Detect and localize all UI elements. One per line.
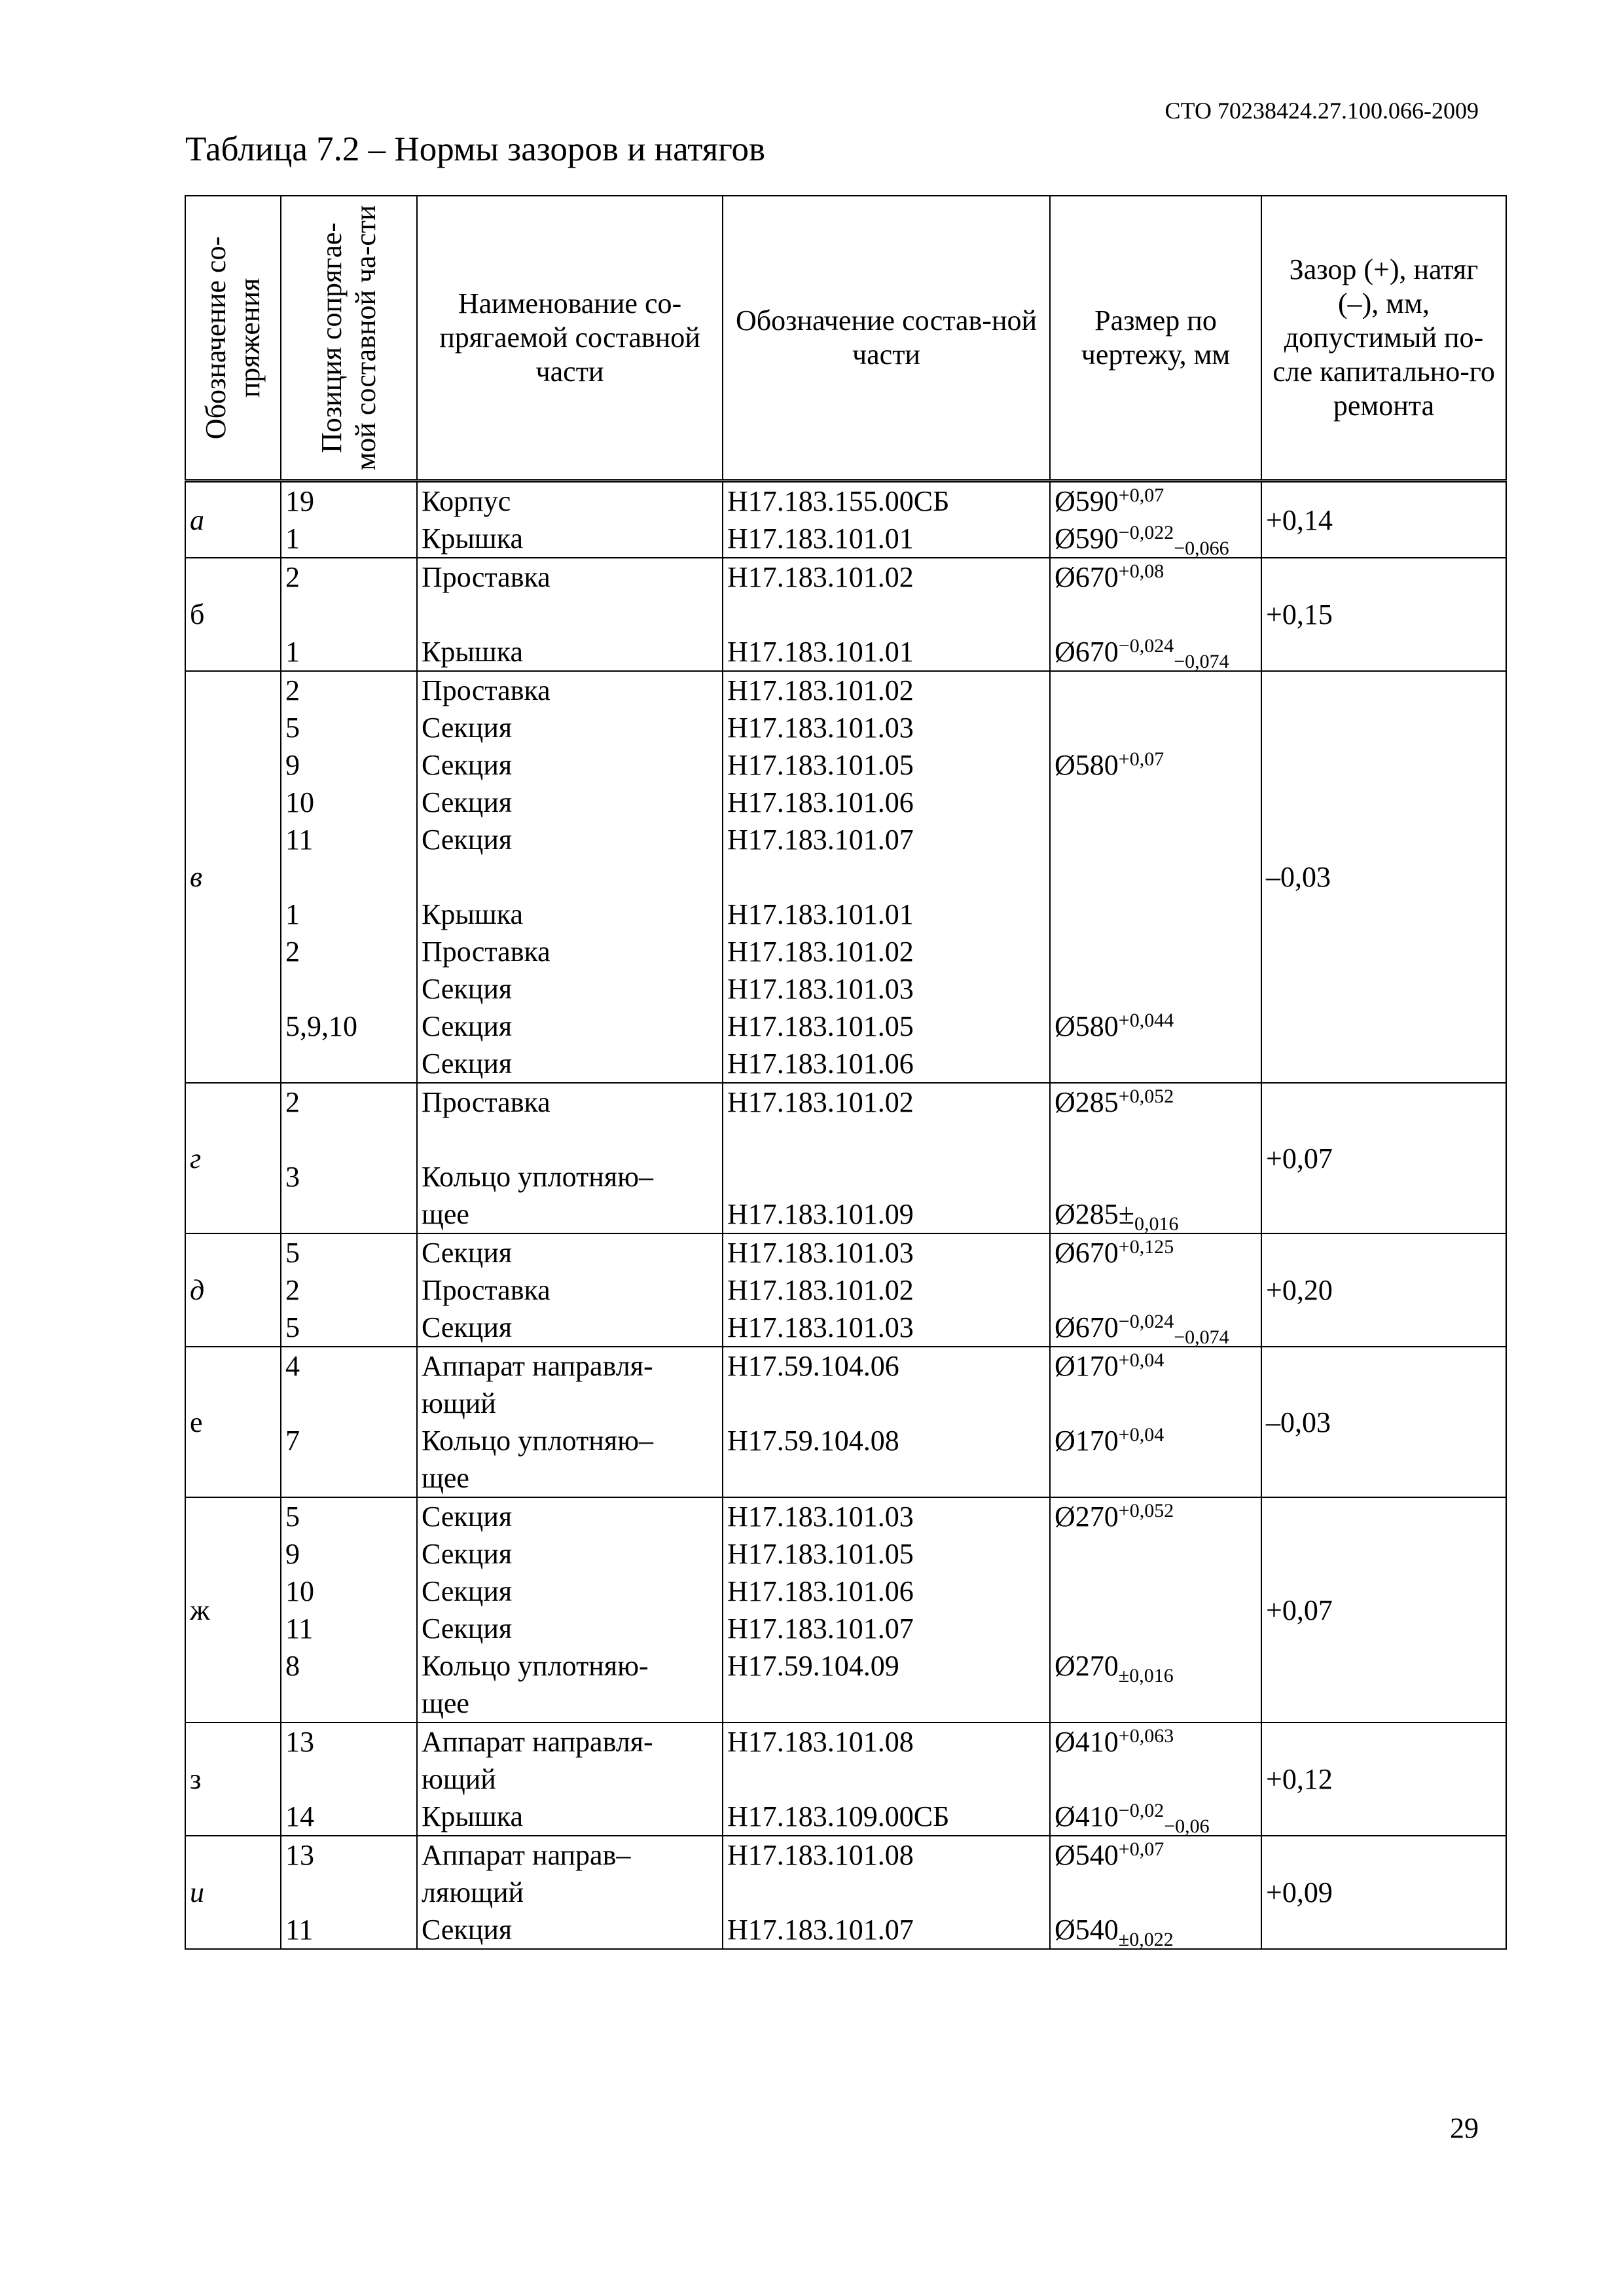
part-name: ющий bbox=[422, 1387, 496, 1419]
drawing-size-cell bbox=[1050, 481, 1261, 558]
part-name bbox=[422, 596, 718, 633]
position-cell bbox=[281, 1497, 417, 1722]
position bbox=[285, 596, 412, 633]
drawing-size bbox=[1055, 1459, 1257, 1497]
size-nominal: Ø580 bbox=[1055, 749, 1119, 781]
column-header-mark: Обозначение со-пряжения bbox=[185, 196, 281, 481]
table-row bbox=[185, 1347, 1506, 1497]
clearance-cell bbox=[1261, 1083, 1506, 1233]
part-code-cell bbox=[723, 481, 1050, 558]
part-name: Крышка bbox=[422, 898, 524, 930]
mating-mark: а bbox=[190, 503, 204, 536]
part-name bbox=[422, 1121, 718, 1158]
drawing-size bbox=[1055, 1647, 1257, 1685]
drawing-size bbox=[1055, 596, 1257, 633]
table-header-row bbox=[185, 196, 1506, 481]
part-name: Крышка bbox=[422, 1800, 524, 1832]
drawing-size bbox=[1055, 1723, 1257, 1760]
table-row bbox=[185, 1497, 1506, 1722]
part-code: Н17.59.104.09 bbox=[727, 1650, 899, 1682]
part-code-cell bbox=[723, 1347, 1050, 1497]
drawing-size bbox=[1055, 970, 1257, 1008]
size-upper-tolerance: +0,052 bbox=[1118, 1085, 1174, 1107]
drawing-size bbox=[1055, 746, 1257, 784]
drawing-size bbox=[1055, 1084, 1257, 1121]
table-row bbox=[185, 481, 1506, 558]
size-lower-tolerance: −0,06 bbox=[1164, 1815, 1210, 1837]
size-upper-tolerance: +0,04 bbox=[1118, 1349, 1164, 1371]
part-code: Н17.183.101.02 bbox=[727, 674, 914, 706]
drawing-size bbox=[1055, 1008, 1257, 1045]
position: 3 bbox=[285, 1161, 300, 1193]
size-lower-tolerance: −0,074 bbox=[1174, 651, 1229, 672]
clearance-value: +0,14 bbox=[1266, 503, 1333, 536]
part-name: Кольцо уплотняю– bbox=[422, 1425, 653, 1457]
part-code: Н17.183.101.02 bbox=[727, 1086, 914, 1118]
mating-mark: е bbox=[190, 1406, 203, 1438]
part-code: Н17.183.101.02 bbox=[727, 561, 914, 593]
part-name-cell bbox=[417, 1233, 723, 1347]
position: 10 bbox=[285, 1575, 314, 1607]
part-code: Н17.183.109.00СБ bbox=[727, 1800, 950, 1832]
size-upper-tolerance: −0,022 bbox=[1118, 522, 1174, 543]
size-nominal: Ø170 bbox=[1055, 1350, 1119, 1382]
drawing-size bbox=[1055, 672, 1257, 709]
drawing-size bbox=[1055, 1271, 1257, 1309]
size-nominal: Ø670 bbox=[1055, 636, 1119, 668]
size-upper-tolerance: +0,07 bbox=[1118, 484, 1164, 506]
position: 2 bbox=[285, 1274, 300, 1306]
clearance-value: +0,07 bbox=[1266, 1594, 1333, 1626]
part-code-cell bbox=[723, 1233, 1050, 1347]
mating-mark-cell bbox=[185, 1722, 281, 1836]
drawing-size-cell bbox=[1050, 1497, 1261, 1722]
part-name-cell bbox=[417, 558, 723, 671]
part-code bbox=[727, 1874, 1045, 1911]
part-code-cell bbox=[723, 1722, 1050, 1836]
part-code: Н17.183.101.03 bbox=[727, 1501, 914, 1533]
part-name: Секция bbox=[422, 749, 513, 781]
clearance-cell bbox=[1261, 671, 1506, 1083]
size-lower-tolerance: −0,066 bbox=[1174, 538, 1229, 559]
size-nominal: Ø285± bbox=[1055, 1198, 1134, 1230]
part-code: Н17.183.101.03 bbox=[727, 973, 914, 1005]
drawing-size bbox=[1055, 520, 1257, 557]
table-row bbox=[185, 1722, 1506, 1836]
size-nominal: Ø670 bbox=[1055, 1311, 1119, 1343]
position-cell bbox=[281, 1836, 417, 1949]
part-code bbox=[727, 858, 1045, 896]
position: 4 bbox=[285, 1350, 300, 1382]
drawing-size bbox=[1055, 1535, 1257, 1573]
part-code: Н17.183.101.01 bbox=[727, 898, 914, 930]
size-nominal: Ø590 bbox=[1055, 522, 1119, 555]
mating-mark: д bbox=[190, 1274, 205, 1306]
column-header-part-name: Наименование со-прягаемой составной части bbox=[417, 196, 723, 481]
part-name: ляющий bbox=[422, 1876, 524, 1908]
part-code: Н17.183.155.00СБ bbox=[727, 485, 950, 517]
drawing-size bbox=[1055, 1347, 1257, 1385]
position: 2 bbox=[285, 1086, 300, 1118]
drawing-size bbox=[1055, 1385, 1257, 1422]
size-nominal: Ø670 bbox=[1055, 1237, 1119, 1269]
mating-mark: и bbox=[190, 1876, 204, 1908]
page-number: 29 bbox=[1450, 2112, 1479, 2144]
position-cell bbox=[281, 558, 417, 671]
part-name: Проставка bbox=[422, 674, 550, 706]
position bbox=[285, 1459, 412, 1497]
mating-mark: в bbox=[190, 861, 203, 893]
part-name: щее bbox=[422, 1198, 469, 1230]
clearance-cell bbox=[1261, 481, 1506, 558]
part-name: Секция bbox=[422, 1048, 513, 1080]
part-code bbox=[727, 1121, 1045, 1158]
drawing-size bbox=[1055, 1911, 1257, 1948]
drawing-size bbox=[1055, 1195, 1257, 1233]
part-name: щее bbox=[422, 1462, 469, 1494]
clearance-value: +0,15 bbox=[1266, 598, 1333, 630]
drawing-size bbox=[1055, 821, 1257, 858]
size-nominal: Ø590 bbox=[1055, 485, 1119, 517]
part-name-cell bbox=[417, 1497, 723, 1722]
position: 2 bbox=[285, 674, 300, 706]
part-code bbox=[727, 1459, 1045, 1497]
part-name-cell bbox=[417, 1083, 723, 1233]
clearance-cell bbox=[1261, 558, 1506, 671]
size-nominal: Ø410 bbox=[1055, 1726, 1119, 1758]
mating-mark-cell bbox=[185, 671, 281, 1083]
size-nominal: Ø540 bbox=[1055, 1839, 1119, 1871]
part-code-cell bbox=[723, 671, 1050, 1083]
drawing-size bbox=[1055, 1045, 1257, 1082]
drawing-size-cell bbox=[1050, 1722, 1261, 1836]
position: 13 bbox=[285, 1726, 314, 1758]
position: 1 bbox=[285, 636, 300, 668]
size-nominal: Ø410 bbox=[1055, 1800, 1119, 1832]
size-lower-tolerance: 0,016 bbox=[1134, 1213, 1179, 1235]
mating-mark: ж bbox=[190, 1594, 210, 1626]
drawing-size bbox=[1055, 1422, 1257, 1459]
part-name bbox=[422, 858, 718, 896]
mating-mark: б bbox=[190, 598, 205, 630]
part-name: Секция bbox=[422, 786, 513, 818]
mating-mark-cell bbox=[185, 481, 281, 558]
part-name: Кольцо уплотняю- bbox=[422, 1650, 649, 1682]
table-row bbox=[185, 1233, 1506, 1347]
part-name: Секция bbox=[422, 1538, 513, 1570]
position: 8 bbox=[285, 1650, 300, 1682]
part-code: Н17.183.101.07 bbox=[727, 1613, 914, 1645]
position: 5,9,10 bbox=[285, 1010, 357, 1042]
drawing-size bbox=[1055, 1874, 1257, 1911]
size-upper-tolerance: +0,125 bbox=[1118, 1236, 1174, 1258]
size-upper-tolerance: +0,052 bbox=[1118, 1500, 1174, 1522]
part-code-cell bbox=[723, 558, 1050, 671]
part-code: Н17.183.101.01 bbox=[727, 636, 914, 668]
clearance-norms-table bbox=[185, 195, 1507, 1950]
position: 9 bbox=[285, 749, 300, 781]
size-upper-tolerance: +0,07 bbox=[1118, 1838, 1164, 1860]
drawing-size bbox=[1055, 483, 1257, 520]
size-nominal: Ø580 bbox=[1055, 1010, 1119, 1042]
position bbox=[285, 1760, 412, 1798]
position: 13 bbox=[285, 1839, 314, 1871]
position-cell bbox=[281, 671, 417, 1083]
part-name: Секция bbox=[422, 712, 513, 744]
position: 5 bbox=[285, 712, 300, 744]
size-nominal: Ø670 bbox=[1055, 561, 1119, 593]
position: 5 bbox=[285, 1237, 300, 1269]
position: 7 bbox=[285, 1425, 300, 1457]
part-name: Проставка bbox=[422, 561, 550, 593]
clearance-cell bbox=[1261, 1497, 1506, 1722]
drawing-size-cell bbox=[1050, 671, 1261, 1083]
part-code-cell bbox=[723, 1083, 1050, 1233]
table-row bbox=[185, 1083, 1506, 1233]
position: 1 bbox=[285, 898, 300, 930]
table-row bbox=[185, 671, 1506, 1083]
part-name-cell bbox=[417, 1836, 723, 1949]
clearance-value: +0,12 bbox=[1266, 1763, 1333, 1795]
drawing-size bbox=[1055, 858, 1257, 896]
part-code-cell bbox=[723, 1836, 1050, 1949]
mating-mark-cell bbox=[185, 1083, 281, 1233]
table-body bbox=[185, 481, 1506, 1950]
drawing-size bbox=[1055, 1121, 1257, 1158]
table-row bbox=[185, 1836, 1506, 1949]
part-name: Секция bbox=[422, 1311, 513, 1343]
drawing-size bbox=[1055, 1798, 1257, 1835]
part-code: Н17.183.101.09 bbox=[727, 1198, 914, 1230]
drawing-size bbox=[1055, 1610, 1257, 1647]
position bbox=[285, 1685, 412, 1722]
part-name-cell bbox=[417, 671, 723, 1083]
position bbox=[285, 858, 412, 896]
size-upper-tolerance: −0,024 bbox=[1118, 1311, 1174, 1332]
clearance-value: –0,03 bbox=[1266, 1406, 1331, 1438]
position-cell bbox=[281, 1083, 417, 1233]
part-name: Проставка bbox=[422, 1274, 550, 1306]
drawing-size bbox=[1055, 709, 1257, 746]
size-lower-tolerance: −0,074 bbox=[1174, 1326, 1229, 1348]
position: 2 bbox=[285, 936, 300, 968]
part-name: ющий bbox=[422, 1763, 496, 1795]
part-code: Н17.183.101.05 bbox=[727, 1010, 914, 1042]
drawing-size bbox=[1055, 784, 1257, 821]
size-lower-tolerance: ±0,016 bbox=[1118, 1665, 1174, 1686]
size-upper-tolerance: +0,04 bbox=[1118, 1424, 1164, 1446]
clearance-value: +0,09 bbox=[1266, 1876, 1333, 1908]
size-upper-tolerance: −0,024 bbox=[1118, 635, 1174, 657]
drawing-size bbox=[1055, 1234, 1257, 1271]
position: 5 bbox=[285, 1311, 300, 1343]
position bbox=[285, 1195, 412, 1233]
part-code bbox=[727, 596, 1045, 633]
position-cell bbox=[281, 1233, 417, 1347]
drawing-size-cell bbox=[1050, 558, 1261, 671]
position bbox=[285, 1874, 412, 1911]
part-name: Аппарат направ– bbox=[422, 1839, 631, 1871]
position: 11 bbox=[285, 1613, 314, 1645]
part-name: Аппарат направля- bbox=[422, 1350, 653, 1382]
part-name: Секция bbox=[422, 973, 513, 1005]
part-code: Н17.183.101.02 bbox=[727, 1274, 914, 1306]
part-name: Кольцо уплотняю– bbox=[422, 1161, 653, 1193]
part-code: Н17.183.101.02 bbox=[727, 936, 914, 968]
position: 10 bbox=[285, 786, 314, 818]
position bbox=[285, 1385, 412, 1422]
drawing-size-cell bbox=[1050, 1347, 1261, 1497]
part-name: щее bbox=[422, 1687, 469, 1719]
mating-mark-cell bbox=[185, 1836, 281, 1949]
mating-mark-cell bbox=[185, 1233, 281, 1347]
position-cell bbox=[281, 481, 417, 558]
size-nominal: Ø270 bbox=[1055, 1650, 1119, 1682]
column-header-drawing-size: Размер по чертежу, мм bbox=[1050, 196, 1261, 481]
position: 1 bbox=[285, 522, 300, 555]
position: 14 bbox=[285, 1800, 314, 1832]
part-code bbox=[727, 1685, 1045, 1722]
drawing-size bbox=[1055, 1498, 1257, 1535]
drawing-size bbox=[1055, 1760, 1257, 1798]
part-code: Н17.183.101.08 bbox=[727, 1726, 914, 1758]
part-code: Н17.183.101.07 bbox=[727, 824, 914, 856]
mating-mark-cell bbox=[185, 558, 281, 671]
size-nominal: Ø285 bbox=[1055, 1086, 1119, 1118]
part-code: Н17.183.101.06 bbox=[727, 1048, 914, 1080]
drawing-size-cell bbox=[1050, 1233, 1261, 1347]
position bbox=[285, 1121, 412, 1158]
position-cell bbox=[281, 1347, 417, 1497]
part-name: Крышка bbox=[422, 522, 524, 555]
table-row bbox=[185, 558, 1506, 671]
size-lower-tolerance: ±0,022 bbox=[1118, 1929, 1174, 1950]
drawing-size bbox=[1055, 558, 1257, 596]
part-name: Секция bbox=[422, 1575, 513, 1607]
position bbox=[285, 1045, 412, 1082]
clearance-cell bbox=[1261, 1347, 1506, 1497]
part-name-cell bbox=[417, 481, 723, 558]
position: 9 bbox=[285, 1538, 300, 1570]
part-code: Н17.183.101.01 bbox=[727, 522, 914, 555]
part-code: Н17.59.104.08 bbox=[727, 1425, 899, 1457]
position: 19 bbox=[285, 485, 314, 517]
drawing-size bbox=[1055, 933, 1257, 970]
part-name: Секция bbox=[422, 1501, 513, 1533]
part-name: Секция bbox=[422, 1010, 513, 1042]
drawing-size bbox=[1055, 896, 1257, 933]
size-nominal: Ø170 bbox=[1055, 1425, 1119, 1457]
clearance-cell bbox=[1261, 1722, 1506, 1836]
clearance-cell bbox=[1261, 1836, 1506, 1949]
drawing-size bbox=[1055, 633, 1257, 670]
drawing-size-cell bbox=[1050, 1836, 1261, 1949]
drawing-size-cell bbox=[1050, 1083, 1261, 1233]
part-code bbox=[727, 1158, 1045, 1195]
size-upper-tolerance: +0,044 bbox=[1118, 1010, 1174, 1031]
part-name: Корпус bbox=[422, 485, 511, 517]
size-nominal: Ø540 bbox=[1055, 1914, 1119, 1946]
part-name: Проставка bbox=[422, 1086, 550, 1118]
size-upper-tolerance: +0,08 bbox=[1118, 560, 1164, 582]
clearance-value: +0,07 bbox=[1266, 1142, 1333, 1175]
part-name-cell bbox=[417, 1347, 723, 1497]
position: 11 bbox=[285, 1914, 314, 1946]
part-code: Н17.183.101.08 bbox=[727, 1839, 914, 1871]
drawing-size bbox=[1055, 1158, 1257, 1195]
position: 5 bbox=[285, 1501, 300, 1533]
clearance-value: –0,03 bbox=[1266, 861, 1331, 893]
clearance-value: +0,20 bbox=[1266, 1274, 1333, 1306]
mating-mark-cell bbox=[185, 1347, 281, 1497]
part-name: Аппарат направля- bbox=[422, 1726, 653, 1758]
part-name: Секция bbox=[422, 1237, 513, 1269]
mating-mark: г bbox=[190, 1142, 202, 1175]
part-name: Секция bbox=[422, 1914, 513, 1946]
part-code: Н17.183.101.03 bbox=[727, 712, 914, 744]
table-caption: Таблица 7.2 – Нормы зазоров и натягов bbox=[185, 130, 766, 168]
position: 11 bbox=[285, 824, 314, 856]
part-code: Н17.183.101.05 bbox=[727, 749, 914, 781]
part-code: Н17.183.101.05 bbox=[727, 1538, 914, 1570]
part-code bbox=[727, 1760, 1045, 1798]
part-code: Н17.183.101.06 bbox=[727, 786, 914, 818]
drawing-size bbox=[1055, 1573, 1257, 1610]
position bbox=[285, 970, 412, 1008]
size-nominal: Ø270 bbox=[1055, 1501, 1119, 1533]
part-code: Н17.183.101.07 bbox=[727, 1914, 914, 1946]
clearance-cell bbox=[1261, 1233, 1506, 1347]
position-cell bbox=[281, 1722, 417, 1836]
part-name: Проставка bbox=[422, 936, 550, 968]
size-upper-tolerance: +0,063 bbox=[1118, 1725, 1174, 1747]
document-code: СТО 70238424.27.100.066-2009 bbox=[1164, 98, 1479, 124]
column-header-position: Позиция сопрягае-мой составной ча-сти bbox=[281, 196, 417, 481]
column-header-part-code: Обозначение состав-ной части bbox=[723, 196, 1050, 481]
part-code: Н17.183.101.03 bbox=[727, 1237, 914, 1269]
part-name: Секция bbox=[422, 824, 513, 856]
size-upper-tolerance: +0,07 bbox=[1118, 748, 1164, 770]
mating-mark: з bbox=[190, 1763, 202, 1795]
mating-mark-cell bbox=[185, 1497, 281, 1722]
part-code: Н17.183.101.06 bbox=[727, 1575, 914, 1607]
drawing-size bbox=[1055, 1836, 1257, 1874]
part-code bbox=[727, 1385, 1045, 1422]
part-code-cell bbox=[723, 1497, 1050, 1722]
part-code: Н17.183.101.03 bbox=[727, 1311, 914, 1343]
drawing-size bbox=[1055, 1309, 1257, 1346]
part-name-cell bbox=[417, 1722, 723, 1836]
drawing-size bbox=[1055, 1685, 1257, 1722]
size-upper-tolerance: −0,02 bbox=[1118, 1800, 1164, 1821]
part-name: Крышка bbox=[422, 636, 524, 668]
part-name: Секция bbox=[422, 1613, 513, 1645]
position: 2 bbox=[285, 561, 300, 593]
column-header-clearance: Зазор (+), натяг (–), мм, допустимый по-сле капитально-го ремонта bbox=[1261, 196, 1506, 481]
part-code: Н17.59.104.06 bbox=[727, 1350, 899, 1382]
